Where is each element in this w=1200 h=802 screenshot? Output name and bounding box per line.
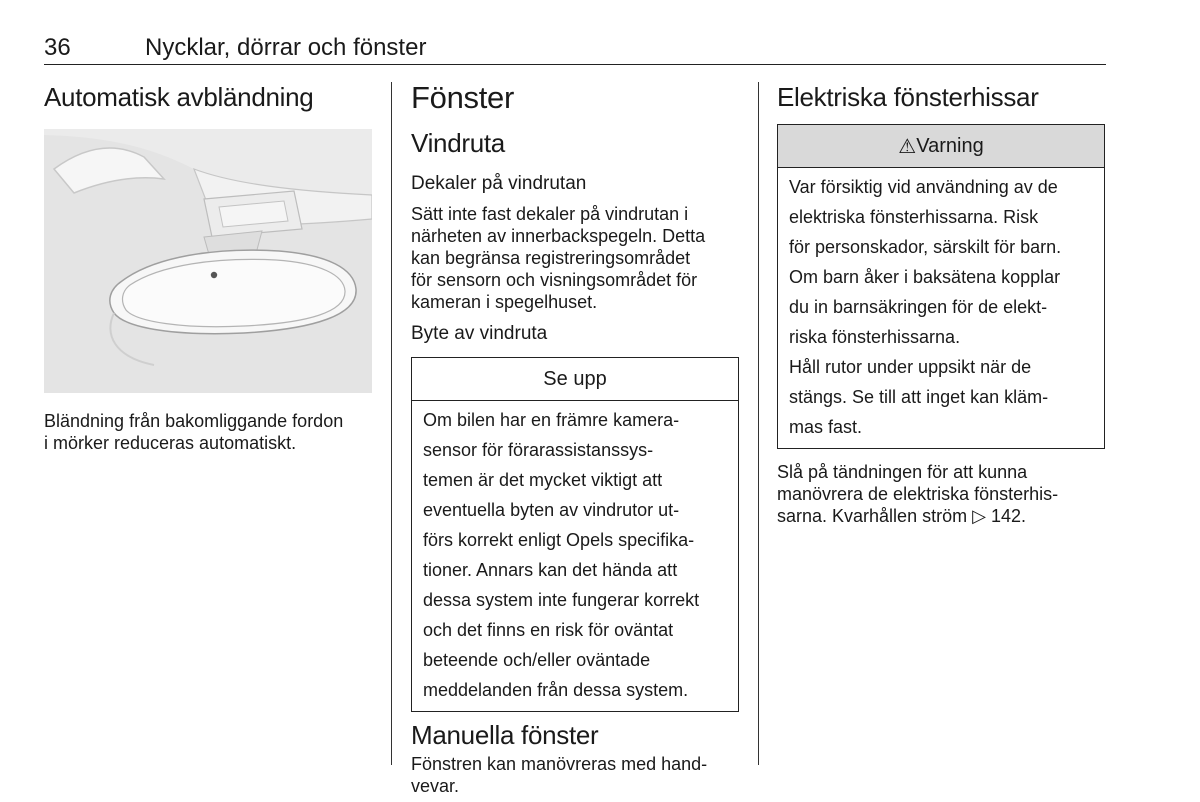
caption-line: Bländning från bakomliggande fordon bbox=[44, 411, 344, 431]
text-line: vevar. bbox=[411, 776, 460, 796]
column-auto-dimming bbox=[44, 80, 374, 454]
text-line: förs korrekt enligt Opels specifika- bbox=[423, 530, 695, 550]
warning-body bbox=[778, 168, 1104, 448]
text-line: Håll rutor under uppsikt när de bbox=[789, 357, 1032, 377]
text-line: mas fast. bbox=[789, 417, 863, 437]
text-line: kan begränsa registreringsområdet bbox=[411, 248, 691, 268]
section-heading-power-windows: Elektriska fönsterhissar bbox=[777, 82, 1039, 112]
page-number: 36 bbox=[44, 34, 71, 61]
text-line: Slå på tändningen för att kunna bbox=[777, 462, 1028, 482]
section-heading-auto-dimming: Automatisk avbländning bbox=[44, 82, 314, 112]
mirror-illustration bbox=[44, 129, 372, 393]
manual-paragraph bbox=[411, 753, 741, 797]
text-line bbox=[777, 505, 1107, 527]
caption-line: i mörker reduceras automatiskt. bbox=[44, 433, 297, 453]
text-line: du in barnsäkringen för de elekt- bbox=[789, 297, 1048, 317]
decals-paragraph bbox=[411, 203, 741, 313]
text-line: dessa system inte fungerar korrekt bbox=[423, 590, 700, 610]
text-line: manövrera de elektriska fönsterhis- bbox=[777, 484, 1059, 504]
warning-paragraph bbox=[789, 266, 1093, 348]
text-line: Sätt inte fast dekaler på vindrutan i bbox=[411, 204, 689, 224]
warning-triangle-icon: ⚠ bbox=[898, 135, 917, 158]
caution-body bbox=[412, 401, 738, 711]
chapter-title: Nycklar, dörrar och fönster bbox=[145, 34, 427, 61]
text-line: temen är det mycket viktigt att bbox=[423, 470, 663, 490]
text-line: kameran i spegelhuset. bbox=[411, 292, 598, 312]
text-line: riska fönsterhissarna. bbox=[789, 327, 961, 347]
caution-title: Se upp bbox=[412, 358, 738, 401]
pointer-arrow-icon: ▷ bbox=[972, 506, 986, 526]
caution-box bbox=[411, 357, 739, 712]
text-line: meddelanden från dessa system. bbox=[423, 680, 689, 700]
column-power-windows bbox=[777, 80, 1107, 527]
text-line: tioner. Annars kan det hända att bbox=[423, 560, 678, 580]
heading-replace-windshield: Byte av vindruta bbox=[411, 323, 548, 344]
text-line: för personskador, särskilt för barn. bbox=[789, 237, 1062, 257]
warning-box bbox=[777, 124, 1105, 449]
warning-paragraph bbox=[789, 176, 1093, 258]
text-line: Fönstren kan manövreras med hand- bbox=[411, 754, 708, 774]
subheading-manual-windows: Manuella fönster bbox=[411, 720, 599, 750]
text-line: och det finns en risk för oväntat bbox=[423, 620, 674, 640]
text-fragment: sarna. Kvarhållen ström bbox=[777, 506, 973, 526]
warning-title: Varning bbox=[916, 134, 984, 157]
section-heading-windows: Fönster bbox=[411, 80, 514, 115]
warning-title-bar bbox=[778, 125, 1104, 168]
text-line: sensor för förarassistanssys- bbox=[423, 440, 654, 460]
text-line: Var försiktig vid användning av de bbox=[789, 177, 1058, 197]
text-line: elektriska fönsterhissarna. Risk bbox=[789, 207, 1039, 227]
power-windows-paragraph bbox=[777, 461, 1107, 527]
text-line: Om barn åker i baksätena kopplar bbox=[789, 267, 1061, 287]
heading-decals: Dekaler på vindrutan bbox=[411, 173, 587, 194]
text-line: beteende och/eller oväntade bbox=[423, 650, 651, 670]
text-line: närheten av innerbackspegeln. Detta bbox=[411, 226, 706, 246]
subheading-windshield: Vindruta bbox=[411, 128, 505, 158]
page-header bbox=[44, 34, 1106, 65]
column-divider bbox=[758, 82, 759, 765]
rearview-mirror-icon bbox=[44, 129, 372, 393]
column-divider bbox=[391, 82, 392, 765]
text-line: Om bilen har en främre kamera- bbox=[423, 410, 680, 430]
text-line: eventuella byten av vindrutor ut- bbox=[423, 500, 680, 520]
text-line: för sensorn och visningsområdet för bbox=[411, 270, 698, 290]
page-reference[interactable]: 142 bbox=[990, 506, 1021, 526]
column-windows bbox=[411, 80, 741, 797]
text-fragment: . bbox=[1021, 506, 1027, 526]
text-line: stängs. Se till att inget kan kläm- bbox=[789, 387, 1049, 407]
warning-paragraph bbox=[789, 356, 1093, 438]
